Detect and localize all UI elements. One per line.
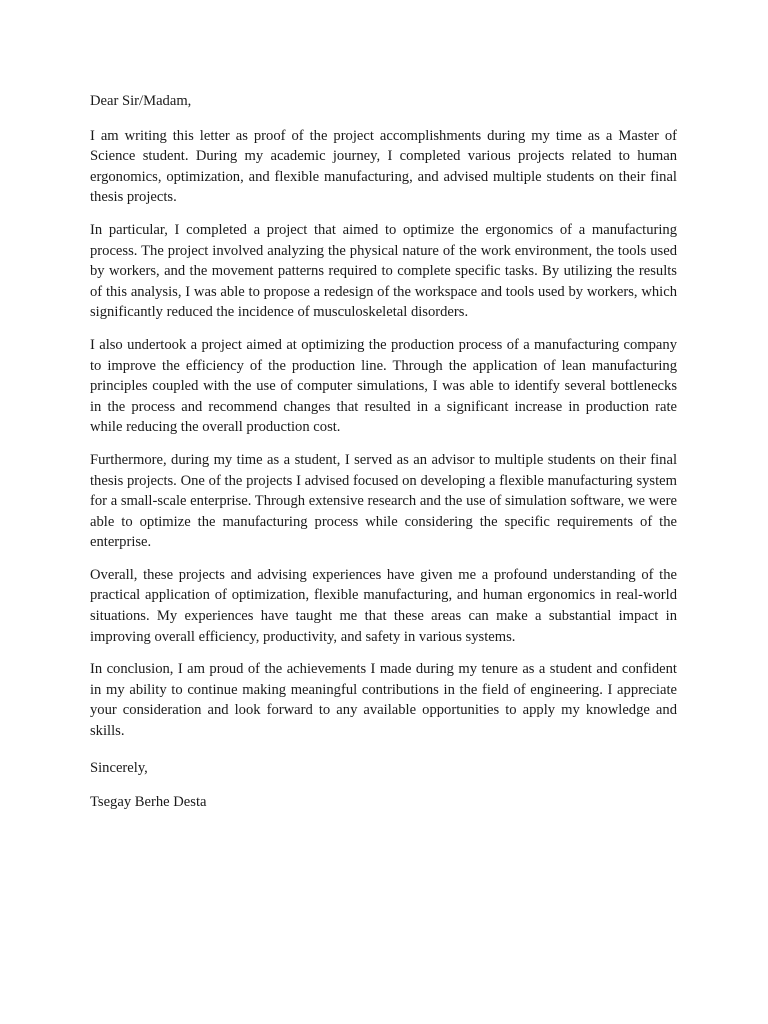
salutation: Dear Sir/Madam, — [90, 93, 192, 109]
paragraph-advising: Furthermore, during my time as a student, I served as an advisor to multiple students on their final thesis projects. One of the projects I advised focused on developing a flexible manufacturing system for a small-scale enterprise. Through extensive research and the use of simulation software, we were able to optimize the manufacturing process while considering the specific requirements of the enterprise. — [90, 451, 677, 551]
paragraph-conclusion: In conclusion, I am proud of the achievements I made during my tenure as a student and confident in my ability to continue making meaningful contributions in the field of engineering. I appreciate your consideration and look forward to any available opportunities to apply my knowledge and skills. — [90, 661, 677, 740]
paragraph-ergonomics-project: In particular, I completed a project that aimed to optimize the ergonomics of a manufacturing process. The project involved analyzing the physical nature of the work environment, the tools used by workers, and the movement patterns required to complete specific tasks. By utilizing the results of this analysis, I was able to propose a redesign of the workspace and tools used by workers, which significantly reduced the incidence of musculoskeletal disorders. — [90, 221, 677, 321]
paragraph-intro: I am writing this letter as proof of the project accomplishments during my time as a Master of Science student. During my academic journey, I completed various projects related to human ergonomics, optimization, and flexible manufacturing, and advised multiple students on their final thesis projects. — [90, 127, 677, 206]
closing: Sincerely, — [90, 759, 148, 776]
signature: Tsegay Berhe Desta — [90, 794, 207, 811]
paragraph-production-project: I also undertook a project aimed at optimizing the production process of a manufacturing company to improve the efficiency of the production line. Through the application of lean manufacturing principles coupled with the use of computer simulations, I was able to identify several bottlenecks in the process and recommend changes that resulted in a significant increase in production rate while reducing the overall production cost. — [90, 336, 677, 436]
letter-body — [90, 91, 677, 813]
paragraph-overall: Overall, these projects and advising experiences have given me a profound understanding of the practical application of optimization, flexible manufacturing, and human ergonomics in real-world situations. My experiences have taught me that these areas can make a substantial impact in improving overall efficiency, productivity, and safety in various systems. — [90, 566, 677, 645]
